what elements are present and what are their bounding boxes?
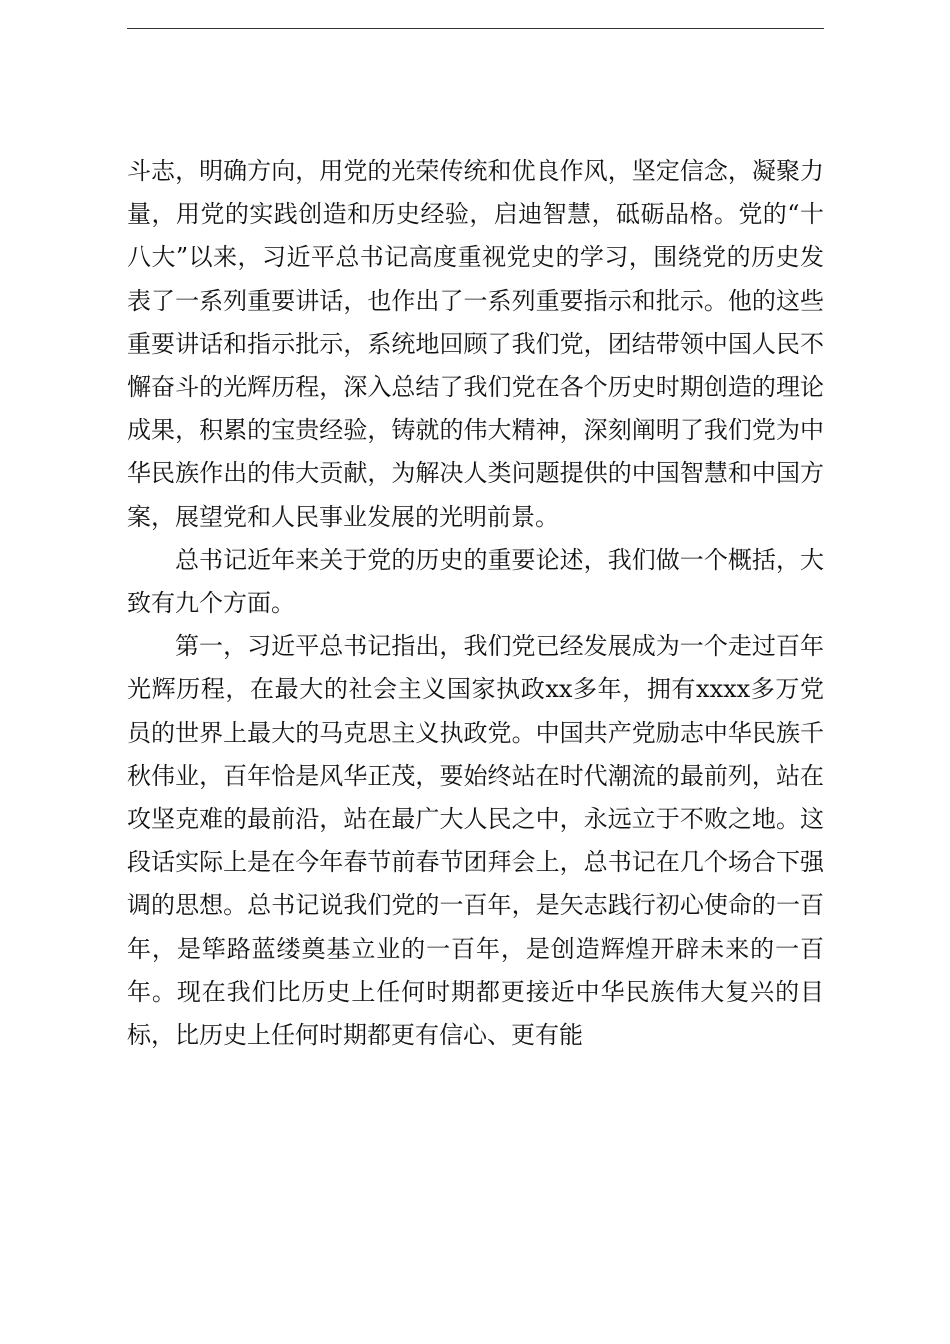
body-text [127,150,824,1057]
paragraph-first-point: 第一，习近平总书记指出，我们党已经发展成为一个走过百年光辉历程，在最大的社会主义国家执政xx多年，拥有xxxx多万党员的世界上最大的马克思主义执政党。中国共产党励志中华民族千秋伟业，百年恰是风华正茂，要始终站在时代潮流的最前列，站在攻坚克难的最前沿，站在最广大人民之中，永远立于不败之地。这段话实际上是在今年春节前春节团拜会上，总书记在几个场合下强调的思想。总书记说我们党的一百年，是矢志践行初心使命的一百年，是筚路蓝缕奠基立业的一百年，是创造辉煌开辟未来的一百年。现在我们比历史上任何时期都更接近中华民族伟大复兴的目标，比历史上任何时期都更有信心、更有能 [127,632,824,1050]
header-rule [127,28,824,29]
paragraph-summary: 总书记近年来关于党的历史的重要论述，我们做一个概括，大致有九个方面。 [127,545,824,618]
paragraph-continued: 斗志，明确方向，用党的光荣传统和优良作风，坚定信念，凝聚力量，用党的实践创造和历史经验，启迪智慧，砥砺品格。党的“十八大”以来，习近平总书记高度重视党史的学习，围绕党的历史发表了一系列重要讲话，也作出了一系列重要指示和批示。他的这些重要讲话和指示批示，系统地回顾了我们党，团结带领中国人民不懈奋斗的光辉历程，深入总结了我们党在各个历史时期创造的理论成果，积累的宝贵经验，铸就的伟大精神，深刻阐明了我们党为中华民族作出的伟大贡献，为解决人类问题提供的中国智慧和中国方案，展望党和人民事业发展的光明前景。 [127,157,824,531]
